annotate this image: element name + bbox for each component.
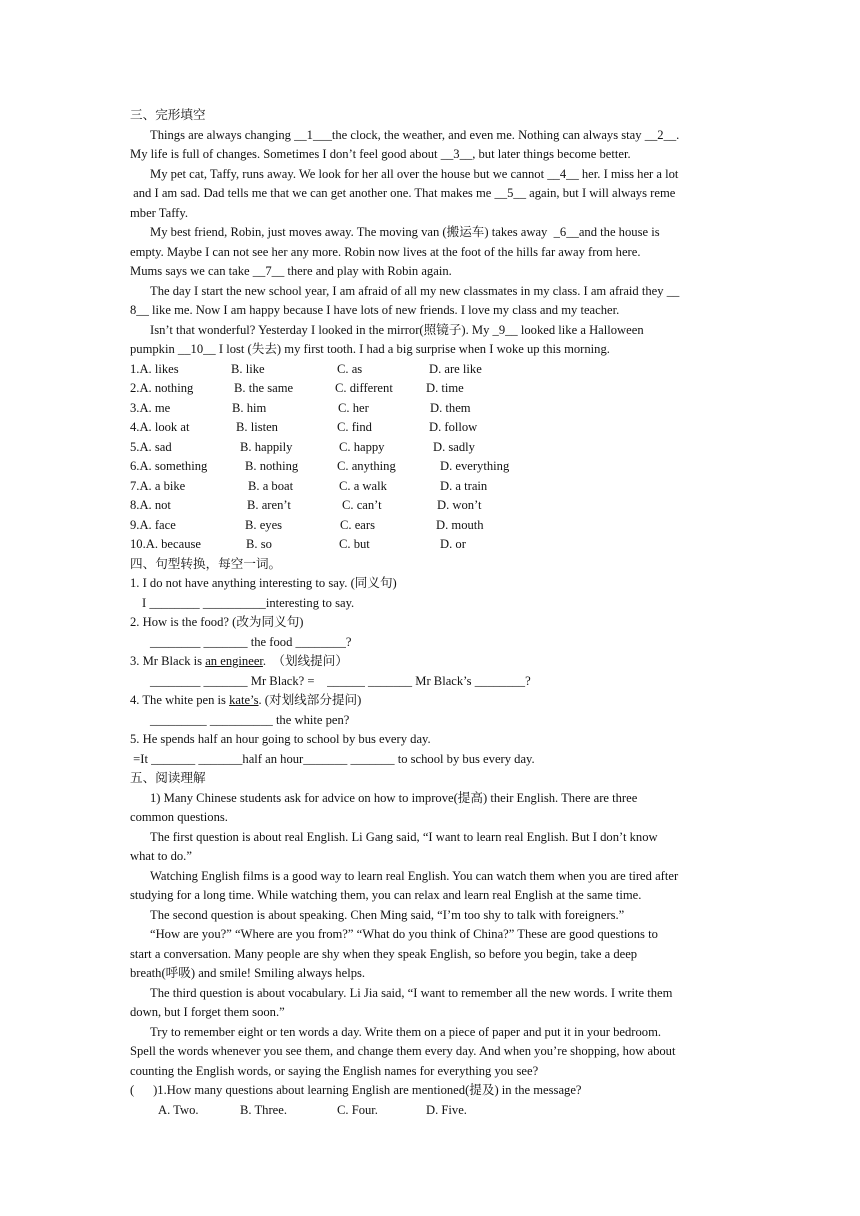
option-b: B. like bbox=[231, 361, 265, 376]
transform-answer-blank: ________ _______ the food ________? bbox=[150, 634, 352, 649]
section-heading-cloze: 三、完形填空 bbox=[130, 108, 206, 122]
section-heading-reading: 五、阅读理解 bbox=[130, 771, 206, 785]
reading-text-line: The first question is about real English. Li Gang said, “I want to learn real English. But I don’t know bbox=[150, 829, 658, 844]
option-d: D. Five. bbox=[426, 1102, 467, 1117]
transform-question: 2. How is the food? (改为同义句) bbox=[130, 615, 304, 629]
transform-answer-blank: I ________ __________interesting to say. bbox=[142, 595, 355, 610]
option-b: B. listen bbox=[236, 420, 278, 434]
reading-text-line: common questions. bbox=[130, 810, 228, 824]
option-a: 4.A. look at bbox=[130, 420, 190, 434]
reading-text-line: down, but I forget them soon.” bbox=[130, 1005, 285, 1019]
option-a: 10.A. because bbox=[130, 537, 201, 551]
cloze-text-line: Isn’t that wonderful? Yesterday I looked in the mirror(照镜子). My _9__ looked like a Halloween bbox=[150, 322, 644, 337]
underlined-phrase: kate’s bbox=[229, 693, 259, 707]
option-d: D. sadly bbox=[433, 439, 475, 454]
reading-text-line: Spell the words whenever you see them, and change them every day. And when you’re shopping, how about bbox=[130, 1044, 676, 1058]
option-c: C. find bbox=[337, 420, 372, 434]
option-b: B. Three. bbox=[240, 1102, 287, 1117]
reading-question: ( )1.How many questions about learning English are mentioned(提及) in the message? bbox=[130, 1083, 582, 1097]
cloze-text-line: and I am sad. Dad tells me that we can get another one. That makes me __5__ again, but I will always reme bbox=[130, 186, 676, 200]
cloze-text-line: 8__ like me. Now I am happy because I have lots of new friends. I love my class and my teacher. bbox=[130, 303, 620, 317]
cloze-option-row bbox=[130, 360, 730, 380]
option-c: C. different bbox=[335, 381, 393, 395]
cloze-option-row bbox=[130, 516, 730, 536]
reading-text-line: 1) Many Chinese students ask for advice on how to improve(提高) their English. There are three bbox=[150, 790, 638, 805]
underlined-phrase: an engineer bbox=[205, 654, 263, 668]
cloze-option-row bbox=[130, 535, 730, 555]
option-a: 5.A. sad bbox=[130, 439, 172, 454]
option-b: B. him bbox=[232, 400, 267, 415]
option-d: D. time bbox=[426, 381, 464, 395]
transform-question: 1. I do not have anything interesting to say. (同义句) bbox=[130, 576, 397, 590]
reading-text-line: start a conversation. Many people are shy when they speak English, so before you begin, take a deep bbox=[130, 946, 638, 961]
option-d: D. them bbox=[430, 400, 471, 415]
cloze-text-line: mber Taffy. bbox=[130, 205, 188, 220]
option-c: C. anything bbox=[337, 459, 396, 473]
option-b: B. aren’t bbox=[247, 498, 291, 512]
option-b: B. eyes bbox=[245, 517, 283, 532]
section-heading-transform: 四、句型转换，每空一词。 bbox=[130, 556, 282, 571]
option-a: 6.A. something bbox=[130, 459, 208, 473]
option-c: C. happy bbox=[339, 439, 385, 454]
transform-question: 4. The white pen is kate’s. (对划线部分提问) bbox=[130, 693, 362, 707]
cloze-text-line: My pet cat, Taffy, runs away. We look for her all over the house but we cannot __4__ her. I miss her a lot bbox=[150, 166, 679, 181]
cloze-text-line: empty. Maybe I can not see her any more. Robin now lives at the foot of the hills far away from here. bbox=[130, 244, 641, 259]
cloze-option-row bbox=[130, 477, 730, 497]
document-page bbox=[130, 106, 730, 1120]
option-d: D. or bbox=[440, 537, 466, 551]
cloze-text-line: The day I start the new school year, I am afraid of all my new classmates in my class. I am afraid they __ bbox=[150, 283, 680, 298]
transform-answer-blank: =It _______ _______half an hour_______ _______ to school by bus every day. bbox=[130, 751, 535, 766]
cloze-text-line: Mums says we can take __7__ there and play with Robin again. bbox=[130, 264, 452, 278]
transform-question: 5. He spends half an hour going to school by bus every day. bbox=[130, 732, 431, 746]
option-c: C. her bbox=[338, 400, 369, 415]
option-d: D. mouth bbox=[436, 517, 484, 532]
option-c: C. as bbox=[337, 361, 363, 376]
transform-answer-blank: ________ _______ Mr Black? = ______ _______ Mr Black’s ________? bbox=[150, 673, 531, 688]
option-a: 7.A. a bike bbox=[130, 478, 186, 493]
cloze-text-line: Things are always changing __1___the clock, the weather, and even me. Nothing can always stay __2__. bbox=[150, 127, 680, 142]
reading-text-line: what to do.” bbox=[130, 849, 192, 863]
reading-text-line: breath(呼吸) and smile! Smiling always helps. bbox=[130, 966, 366, 980]
reading-option-row bbox=[130, 1101, 730, 1121]
option-b: B. happily bbox=[240, 439, 293, 454]
option-a: A. Two. bbox=[158, 1102, 199, 1117]
cloze-text-line: My life is full of changes. Sometimes I don’t feel good about __3__, but later things become better. bbox=[130, 147, 631, 161]
option-d: D. follow bbox=[429, 420, 478, 434]
option-d: D. won’t bbox=[437, 498, 482, 512]
option-c: C. a walk bbox=[339, 478, 387, 493]
transform-answer-blank: _________ __________ the white pen? bbox=[150, 712, 350, 727]
reading-text-line: The third question is about vocabulary. Li Jia said, “I want to remember all the new words. I write them bbox=[150, 985, 673, 1000]
cloze-option-row bbox=[130, 399, 730, 419]
cloze-text-line: pumpkin __10__ I lost (失去) my first tooth. I had a big surprise when I woke up this morning. bbox=[130, 342, 610, 356]
cloze-text-line: My best friend, Robin, just moves away. The moving van (搬运车) takes away _6__and the house is bbox=[150, 225, 660, 239]
option-a: 3.A. me bbox=[130, 400, 171, 415]
option-a: 1.A. likes bbox=[130, 361, 179, 376]
option-b: B. the same bbox=[234, 381, 294, 395]
option-d: D. everything bbox=[440, 459, 510, 473]
cloze-option-row bbox=[130, 496, 730, 516]
option-b: B. a boat bbox=[248, 478, 294, 493]
cloze-option-row bbox=[130, 379, 730, 399]
option-a: 8.A. not bbox=[130, 498, 171, 512]
reading-text-line: studying for a long time. While watching them, you can relax and learn real English at the same time. bbox=[130, 888, 642, 902]
transform-question: 3. Mr Black is an engineer. （划线提问） bbox=[130, 654, 348, 668]
reading-text-line: counting the English words, or saying the English names for everything you see? bbox=[130, 1063, 539, 1078]
reading-text-line: Try to remember eight or ten words a day. Write them on a piece of paper and put it in your bedroom. bbox=[150, 1024, 662, 1039]
option-a: 2.A. nothing bbox=[130, 381, 194, 395]
reading-text-line: The second question is about speaking. Chen Ming said, “I’m too shy to talk with foreigners.” bbox=[150, 907, 625, 922]
option-c: C. Four. bbox=[337, 1102, 378, 1117]
option-c: C. ears bbox=[340, 517, 375, 532]
option-b: B. so bbox=[246, 537, 272, 551]
option-a: 9.A. face bbox=[130, 517, 176, 532]
option-b: B. nothing bbox=[245, 459, 299, 473]
option-c: C. but bbox=[339, 537, 370, 551]
reading-text-line: “How are you?” “Where are you from?” “What do you think of China?” These are good questions to bbox=[150, 927, 658, 941]
reading-text-line: Watching English films is a good way to learn real English. You can watch them when you are tired after bbox=[150, 868, 679, 883]
cloze-option-row bbox=[130, 418, 730, 438]
option-d: D. are like bbox=[429, 361, 482, 376]
cloze-option-row bbox=[130, 457, 730, 477]
option-d: D. a train bbox=[440, 478, 488, 493]
option-c: C. can’t bbox=[342, 498, 382, 512]
cloze-option-row bbox=[130, 438, 730, 458]
